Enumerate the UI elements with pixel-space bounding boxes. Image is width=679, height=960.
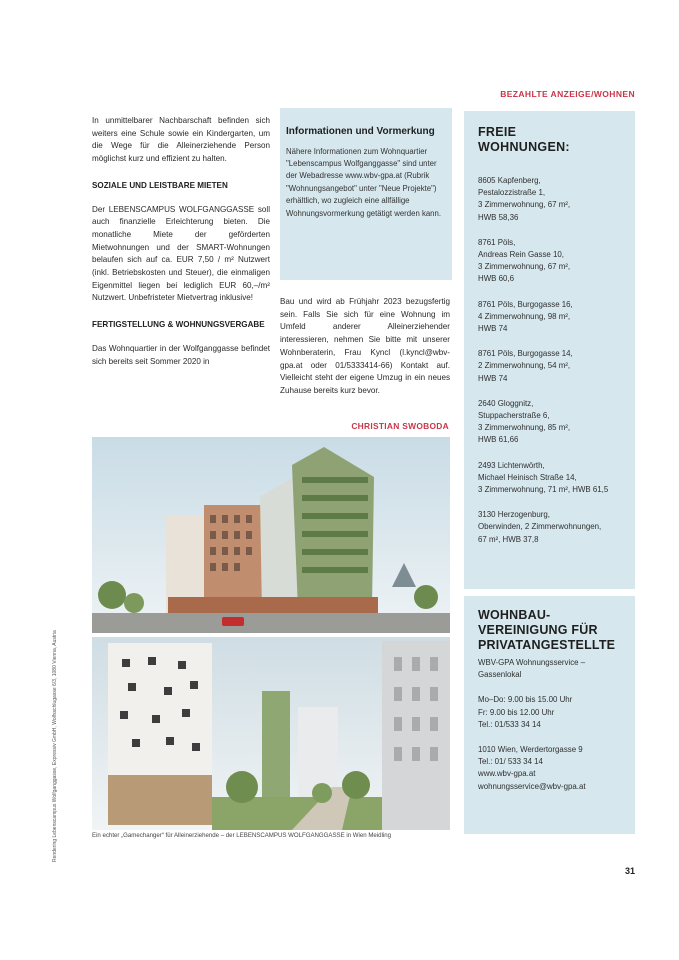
title-line: FREIE [478, 125, 517, 139]
address: 1010 Wien, Werdertorgasse 9 [478, 745, 583, 755]
article-paragraph: Der LEBENSCAMPUS WOLFGANGGASSE soll auch finanzielle Erleichterung bieten. Die monatliche Miete der geförderten Mietwohnungen und der SMART-Wohnungen belaufen sich auf ca. EUR 7,50 / m² Nutzwert (inkl. Betriebskosten und Steuer), die einmaligen Eigenmittel liegen bei lediglich EUR 60,–/m² Nutzwert. Unbefristeter Mietvertrag inklusive! [92, 204, 270, 303]
apartment-line: 3 Zimmerwohnung, 71 m², HWB 61,5 [478, 485, 609, 495]
apartment-line: 3 Zimmerwohnung, 67 m², [478, 262, 571, 272]
apartment-line: 3 Zimmerwohnung, 85 m², [478, 423, 571, 433]
apartment-entry [478, 460, 625, 497]
article-paragraph: Bau und wird ab Frühjahr 2023 bezugsfertig sein. Falls Sie sich für eine Wohnung im Umfeld anderer Alleinerziehender interessieren, nehmen Sie bitte mit unserer Wohnberaterin, Frau Kyncl (l.kyncl@wbv-gpa.at oder 01/5333414-66) Kontakt auf. Vielleicht steht der eigene Umzug in ein neues Zuhause bereits kurz bevor. [280, 297, 450, 395]
apartment-line: 4 Zimmerwohnung, 98 m², [478, 311, 571, 321]
title-line: WOHNBAU- [478, 608, 551, 622]
apartment-line: 67 m², HWB 37,8 [478, 534, 539, 544]
page-number: 31 [624, 866, 635, 876]
apartment-entry [478, 509, 625, 546]
contact-line: WBV-GPA Wohnungsservice – [478, 658, 586, 667]
building-rendering-image-2 [92, 637, 450, 830]
title-line: PRIVATANGESTELLTE [478, 638, 616, 652]
apartment-line: HWB 61,66 [478, 435, 519, 445]
author-name: CHRISTIAN SWOBODA [351, 421, 449, 431]
apartment-line: HWB 74 [478, 324, 508, 334]
article-paragraph: Das Wohnquartier in der Wolfganggasse befindet sich bereits seit Sommer 2020 in [92, 343, 270, 366]
section-tag: BEZAHLTE ANZEIGE/WOHNEN [500, 89, 635, 99]
apartment-line: 2640 Gloggnitz, [478, 398, 534, 408]
apartment-line: Pestalozzistraße 1, [478, 188, 546, 198]
free-apartments-title [478, 125, 625, 155]
apartment-entry [478, 299, 625, 336]
apartment-line: Andreas Rein Gasse 10, [478, 250, 564, 260]
apartment-entry [478, 237, 625, 286]
opening-hours: Fr: 9.00 bis 12.00 Uhr [478, 707, 555, 717]
website-link[interactable]: www.wbv-gpa.at [478, 769, 536, 779]
opening-hours: Mo–Do: 9.00 bis 15.00 Uhr [478, 695, 573, 705]
contact-box-title [478, 608, 625, 653]
free-apartments-box [464, 111, 635, 589]
info-box [280, 108, 452, 280]
contact-box [464, 596, 635, 834]
apartment-line: 8605 Kapfenberg, [478, 176, 541, 185]
apartment-list [478, 175, 625, 546]
apartment-entry [478, 348, 625, 385]
apartment-line: Michael Heinisch Straße 14, [478, 472, 577, 482]
image-credit: Rendering Lebenscampus Wolfganggasse, Expressiv GmbH, Wolfsschlugasse 6/3, 1080 Vienna, Austria [52, 630, 58, 862]
apartment-line: HWB 58,36 [478, 212, 519, 222]
email-link[interactable]: wohnungsservice@wbv-gpa.at [478, 781, 586, 791]
apartment-line: 8761 Pöls, [478, 237, 516, 247]
apartment-line: HWB 74 [478, 373, 508, 383]
apartment-line: 3 Zimmerwohnung, 67 m², [478, 200, 571, 210]
apartment-line: HWB 60,6 [478, 274, 514, 284]
title-line: VEREINIGUNG FÜR [478, 623, 598, 637]
title-line: WOHNUNGEN: [478, 140, 570, 154]
phone-number: Tel.: 01/533 34 14 [478, 719, 541, 729]
apartment-line: 2493 Lichtenwörth, [478, 460, 545, 470]
article-paragraph: In unmittelbarer Nachbarschaft befinden sich weiters eine Schule sowie ein Kindergarten, um die Wege für die Alleinerziehende Person möglichst kurz und effizient zu halten. [92, 116, 270, 164]
info-box-text: Nähere Informationen zum Wohnquartier "Lebenscampus Wolfganggasse" sind unter der Webadresse www.wbv-gpa.at (Rubrik "Wohnungsangebot" unter "Neue Projekte") erhältlich, wo zugleich eine allfällige Wohnungsvormerkung getätigt werden kann. [286, 146, 442, 218]
article-column-2 [280, 296, 450, 398]
apartment-line: 8761 Pöls, Burgogasse 14, [478, 349, 573, 359]
apartment-line: 2 Zimmerwohnung, 54 m², [478, 361, 571, 371]
apartment-line: Oberwinden, 2 Zimmerwohnungen, [478, 522, 602, 532]
image-caption: Ein echter „Gamechanger“ für Alleinerziehende – der LEBENSCAMPUS WOLFGANGGASSE in Wien Meidling [92, 832, 392, 839]
apartment-line: Stuppacherstraße 6, [478, 411, 550, 421]
contact-line: Gassenlokal [478, 670, 522, 680]
apartment-line: 3130 Herzogenburg, [478, 510, 550, 520]
building-rendering-image-1 [92, 437, 450, 633]
apartment-entry [478, 175, 625, 224]
phone-number: Tel.: 01/ 533 34 14 [478, 757, 543, 767]
section-heading: SOZIALE UND LEISTBARE MIETEN [92, 180, 228, 190]
article-column-1 [92, 115, 270, 382]
info-box-title: Informationen und Vormerkung [286, 126, 435, 137]
section-heading: FERTIGSTELLUNG & WOHNUNGSVERGABE [92, 320, 265, 330]
apartment-entry [478, 398, 625, 447]
apartment-line: 8761 Pöls, Burgogasse 16, [478, 299, 573, 309]
